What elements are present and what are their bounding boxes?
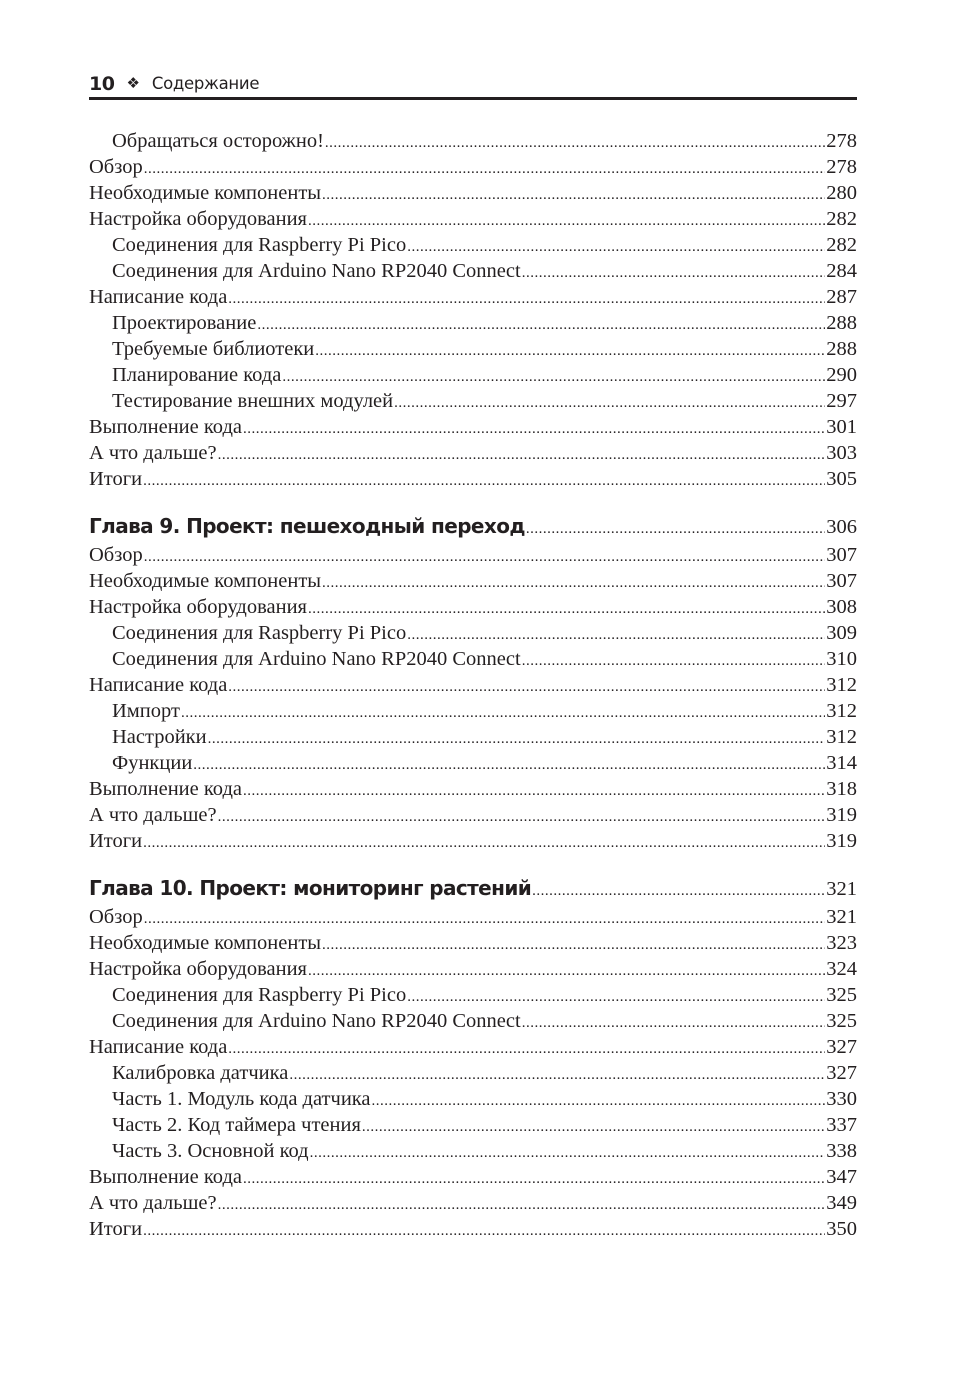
toc-page-number: 278 bbox=[826, 130, 857, 152]
toc-entry-title: Соединения для Arduino Nano RP2040 Connect bbox=[112, 648, 521, 670]
dot-leader bbox=[522, 1010, 826, 1036]
running-header-title: Содержание bbox=[151, 74, 260, 93]
toc-entry[interactable] bbox=[89, 1034, 857, 1060]
toc-page-number: 310 bbox=[826, 648, 857, 670]
toc-entry[interactable] bbox=[89, 1060, 857, 1086]
dot-leader bbox=[282, 364, 825, 390]
dot-leader bbox=[522, 260, 826, 286]
toc-entry[interactable] bbox=[89, 542, 857, 568]
toc-entry[interactable] bbox=[89, 466, 857, 492]
dot-leader bbox=[144, 156, 826, 182]
toc-entry[interactable] bbox=[89, 232, 857, 258]
toc-entry[interactable] bbox=[89, 180, 857, 206]
toc-entry-title: Часть 1. Модуль кода датчика bbox=[112, 1088, 371, 1110]
table-of-contents bbox=[89, 128, 857, 1242]
toc-page-number: 321 bbox=[826, 906, 857, 928]
dot-leader bbox=[322, 570, 825, 596]
toc-entry[interactable] bbox=[89, 620, 857, 646]
toc-entry-title: Соединения для Raspberry Pi Pico bbox=[112, 622, 407, 644]
dot-leader bbox=[257, 312, 825, 338]
toc-page-number: 312 bbox=[826, 726, 857, 748]
toc-entry[interactable] bbox=[89, 750, 857, 776]
toc-entry-title: А что дальше? bbox=[89, 804, 217, 826]
dot-leader bbox=[372, 1088, 826, 1114]
toc-entry-title: Выполнение кода bbox=[89, 778, 242, 800]
toc-page-number: 301 bbox=[826, 416, 857, 438]
dot-leader bbox=[181, 700, 825, 726]
toc-entry-title: Соединения для Raspberry Pi Pico bbox=[112, 984, 407, 1006]
toc-page-number: 327 bbox=[826, 1062, 857, 1084]
dot-leader bbox=[407, 984, 825, 1010]
toc-entry[interactable] bbox=[89, 904, 857, 930]
toc-entry-title: Калибровка датчика bbox=[112, 1062, 289, 1084]
toc-entry-title: Выполнение кода bbox=[89, 416, 242, 438]
toc-page-number: 323 bbox=[826, 932, 857, 954]
toc-entry[interactable] bbox=[89, 802, 857, 828]
toc-entry-title: Настройка оборудования bbox=[89, 208, 307, 230]
toc-entry-title: Обзор bbox=[89, 156, 143, 178]
toc-page-number: 327 bbox=[826, 1036, 857, 1058]
toc-page-number: 308 bbox=[826, 596, 857, 618]
toc-page-number: 312 bbox=[826, 674, 857, 696]
toc-page-number: 330 bbox=[826, 1088, 857, 1110]
toc-entry-title: Выполнение кода bbox=[89, 1166, 242, 1188]
toc-entry-title: Обзор bbox=[89, 906, 143, 928]
dot-leader bbox=[228, 286, 825, 312]
toc-entry[interactable] bbox=[89, 440, 857, 466]
toc-entry-title: Глава 9. Проект: пешеходный переход bbox=[89, 514, 525, 538]
dot-leader bbox=[243, 416, 825, 442]
toc-page-number: 349 bbox=[826, 1192, 857, 1214]
toc-page-number: 314 bbox=[826, 752, 857, 774]
toc-page-number: 325 bbox=[826, 984, 857, 1006]
toc-entry-title: Настройка оборудования bbox=[89, 958, 307, 980]
toc-entry[interactable] bbox=[89, 336, 857, 362]
toc-entry-title: Функции bbox=[112, 752, 193, 774]
toc-entry-title: Часть 3. Основной код bbox=[112, 1140, 309, 1162]
page-number: 10 bbox=[89, 72, 115, 95]
toc-section-chapter-9 bbox=[89, 510, 857, 854]
toc-page-number: 338 bbox=[826, 1140, 857, 1162]
dot-leader bbox=[407, 622, 825, 648]
toc-entry[interactable] bbox=[89, 672, 857, 698]
dot-leader bbox=[289, 1062, 825, 1088]
dot-leader bbox=[144, 544, 826, 570]
dot-leader bbox=[407, 234, 825, 260]
toc-entry-title: Соединения для Raspberry Pi Pico bbox=[112, 234, 407, 256]
toc-entry-title: Необходимые компоненты bbox=[89, 932, 322, 954]
toc-entry-title: Итоги bbox=[89, 1218, 143, 1240]
dot-leader bbox=[218, 442, 826, 468]
toc-section-continued bbox=[89, 128, 857, 492]
toc-entry[interactable] bbox=[89, 154, 857, 180]
toc-entry[interactable] bbox=[89, 982, 857, 1008]
toc-entry-title: А что дальше? bbox=[89, 1192, 217, 1214]
toc-entry-title: Тестирование внешних модулей bbox=[112, 390, 394, 412]
dot-leader bbox=[144, 906, 826, 932]
dot-leader bbox=[526, 513, 825, 545]
toc-page-number: 287 bbox=[826, 286, 857, 308]
toc-entry[interactable] bbox=[89, 1216, 857, 1242]
toc-entry[interactable] bbox=[89, 206, 857, 232]
dot-leader bbox=[143, 468, 825, 494]
toc-page-number: 297 bbox=[826, 390, 857, 412]
dot-leader bbox=[208, 726, 826, 752]
toc-entry[interactable] bbox=[89, 1086, 857, 1112]
toc-entry[interactable] bbox=[89, 956, 857, 982]
toc-entry[interactable] bbox=[89, 258, 857, 284]
toc-entry-title: Проектирование bbox=[112, 312, 257, 334]
dot-leader bbox=[325, 130, 825, 156]
toc-entry[interactable] bbox=[89, 776, 857, 802]
dot-leader bbox=[143, 1218, 825, 1244]
toc-page-number: 319 bbox=[826, 830, 857, 852]
toc-page-number: 318 bbox=[826, 778, 857, 800]
toc-entry-title: Настройка оборудования bbox=[89, 596, 307, 618]
toc-entry-title: Импорт bbox=[112, 700, 180, 722]
toc-entry[interactable] bbox=[89, 1112, 857, 1138]
toc-entry-title: Написание кода bbox=[89, 674, 228, 696]
toc-entry-title: Написание кода bbox=[89, 286, 228, 308]
toc-entry-title: Итоги bbox=[89, 468, 143, 490]
toc-entry[interactable] bbox=[89, 414, 857, 440]
dot-leader bbox=[522, 648, 826, 674]
toc-entry[interactable] bbox=[89, 1190, 857, 1216]
chapter-heading[interactable] bbox=[89, 510, 857, 542]
dot-leader bbox=[322, 182, 825, 208]
toc-entry[interactable] bbox=[89, 1138, 857, 1164]
toc-entry-title: Требуемые библиотеки bbox=[112, 338, 315, 360]
toc-page-number: 309 bbox=[826, 622, 857, 644]
toc-page-number: 325 bbox=[826, 1010, 857, 1032]
toc-page-number: 321 bbox=[826, 878, 857, 900]
toc-entry-title: Глава 10. Проект: мониторинг растений bbox=[89, 876, 532, 900]
dot-leader bbox=[310, 1140, 826, 1166]
toc-entry[interactable] bbox=[89, 646, 857, 672]
toc-entry[interactable] bbox=[89, 828, 857, 854]
toc-page-number: 284 bbox=[826, 260, 857, 282]
toc-entry-title: Итоги bbox=[89, 830, 143, 852]
toc-page-number: 306 bbox=[826, 516, 857, 538]
dot-leader bbox=[218, 1192, 826, 1218]
dot-leader bbox=[362, 1114, 825, 1140]
toc-entry-title: Планирование кода bbox=[112, 364, 282, 386]
dot-leader bbox=[193, 752, 825, 778]
toc-page-number: 288 bbox=[826, 312, 857, 334]
toc-entry[interactable] bbox=[89, 698, 857, 724]
toc-page-number: 305 bbox=[826, 468, 857, 490]
toc-page-number: 324 bbox=[826, 958, 857, 980]
toc-entry[interactable] bbox=[89, 362, 857, 388]
toc-entry[interactable] bbox=[89, 284, 857, 310]
dot-leader bbox=[228, 1036, 825, 1062]
toc-entry[interactable] bbox=[89, 310, 857, 336]
toc-page-number: 282 bbox=[826, 234, 857, 256]
dot-leader bbox=[143, 830, 825, 856]
dot-leader bbox=[218, 804, 826, 830]
toc-page-number: 347 bbox=[826, 1166, 857, 1188]
toc-page-number: 303 bbox=[826, 442, 857, 464]
toc-entry-title: Соединения для Arduino Nano RP2040 Connect bbox=[112, 260, 521, 282]
toc-entry-title: Написание кода bbox=[89, 1036, 228, 1058]
toc-entry-title: Обращаться осторожно! bbox=[112, 130, 324, 152]
toc-entry[interactable] bbox=[89, 568, 857, 594]
toc-page-number: 282 bbox=[826, 208, 857, 230]
dot-leader bbox=[308, 596, 825, 622]
dot-leader bbox=[322, 932, 825, 958]
toc-page-number: 288 bbox=[826, 338, 857, 360]
toc-entry[interactable] bbox=[89, 1164, 857, 1190]
toc-entry-title: Настройки bbox=[112, 726, 207, 748]
chapter-heading[interactable] bbox=[89, 872, 857, 904]
toc-entry[interactable] bbox=[89, 724, 857, 750]
toc-page-number: 307 bbox=[826, 570, 857, 592]
toc-entry[interactable] bbox=[89, 388, 857, 414]
dot-leader bbox=[243, 1166, 825, 1192]
toc-entry[interactable] bbox=[89, 1008, 857, 1034]
dot-leader bbox=[315, 338, 825, 364]
dot-leader bbox=[532, 875, 825, 907]
toc-page-number: 290 bbox=[826, 364, 857, 386]
toc-page-number: 337 bbox=[826, 1114, 857, 1136]
toc-entry-title: Необходимые компоненты bbox=[89, 182, 322, 204]
dot-leader bbox=[308, 208, 825, 234]
toc-entry[interactable] bbox=[89, 594, 857, 620]
toc-entry-title: Соединения для Arduino Nano RP2040 Connect bbox=[112, 1010, 521, 1032]
dot-leader bbox=[308, 958, 825, 984]
toc-page-number: 307 bbox=[826, 544, 857, 566]
dot-leader bbox=[228, 674, 825, 700]
ornament-icon: ❖ bbox=[126, 74, 140, 92]
dot-leader bbox=[243, 778, 825, 804]
toc-page-number: 319 bbox=[826, 804, 857, 826]
toc-section-chapter-10 bbox=[89, 872, 857, 1242]
toc-entry-title: А что дальше? bbox=[89, 442, 217, 464]
toc-entry-title: Необходимые компоненты bbox=[89, 570, 322, 592]
toc-page-number: 312 bbox=[826, 700, 857, 722]
toc-entry[interactable] bbox=[89, 930, 857, 956]
toc-entry-title: Обзор bbox=[89, 544, 143, 566]
dot-leader bbox=[394, 390, 825, 416]
toc-page-number: 350 bbox=[826, 1218, 857, 1240]
toc-page-number: 278 bbox=[826, 156, 857, 178]
toc-entry[interactable] bbox=[89, 128, 857, 154]
toc-page-number: 280 bbox=[826, 182, 857, 204]
running-header bbox=[89, 70, 857, 100]
toc-entry-title: Часть 2. Код таймера чтения bbox=[112, 1114, 361, 1136]
